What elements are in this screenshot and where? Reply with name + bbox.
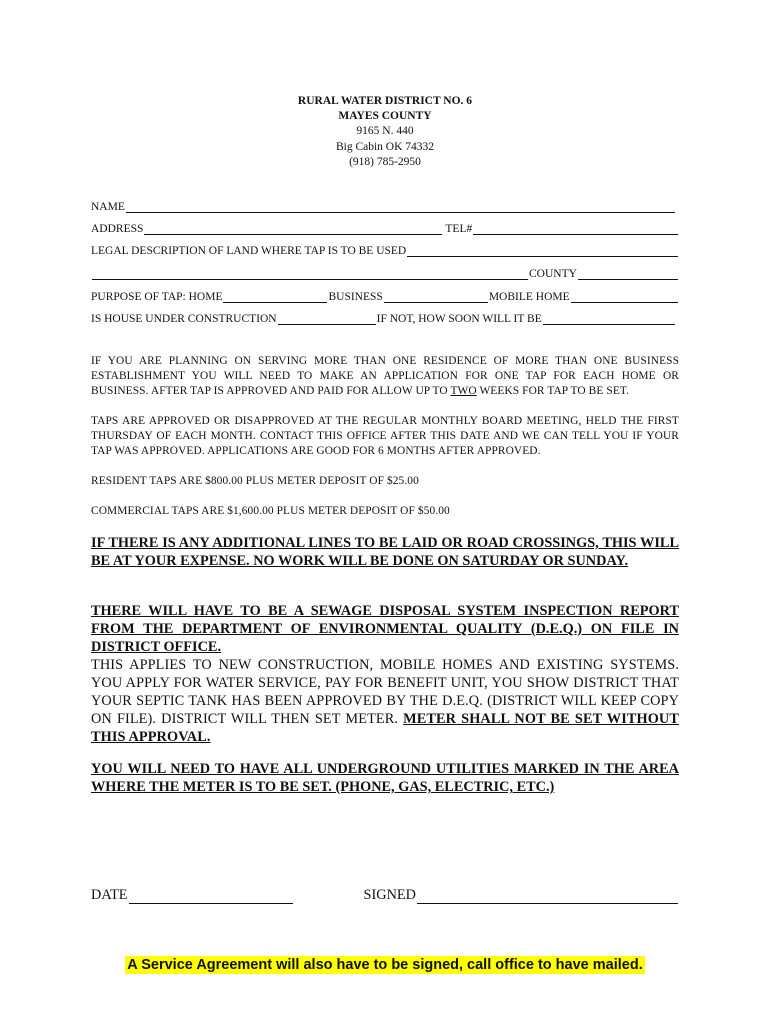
- construction-field[interactable]: [278, 313, 376, 325]
- date-label: DATE: [91, 887, 128, 903]
- septic-approval-text: THIS APPLIES TO NEW CONSTRUCTION, MOBILE HOMES AND EXISTING SYSTEMS. YOU APPLY FOR WATER SERVICE, PAY FOR BENEFIT UNIT, YOU SHOW DISTRICT THAT YOUR SEPTIC TANK HAS BEEN APPROVED BY THE D.E.Q. (DISTRICT WILL KEEP COPY ON FILE). DISTRICT WILL THEN SET METER.: [91, 657, 679, 727]
- district-name: RURAL WATER DISTRICT NO. 6: [297, 95, 473, 107]
- name-row: [91, 197, 679, 213]
- legal-description-field-2[interactable]: [92, 268, 528, 280]
- name-field[interactable]: [126, 201, 675, 213]
- construction-row: [91, 309, 679, 325]
- meter-approval-emphasis: METER SHALL NOT BE SET WITHOUT THIS APPROVAL.: [91, 711, 679, 745]
- tel-field[interactable]: [473, 223, 678, 235]
- city-state-zip: Big Cabin OK 74332: [335, 140, 435, 153]
- multiple-tap-paragraph: [91, 354, 679, 400]
- multiple-tap-text: IF YOU ARE PLANNING ON SERVING MORE THAN ONE RESIDENCE OF MORE THAN ONE BUSINESS ESTABLISHMENT YOU WILL NEED TO MAKE AN APPLICATION FOR ONE TAP FOR EACH HOME OR BUSINESS. AFTER TAP IS APPROVED AND PAID FOR ALLOW UP TO: [91, 355, 679, 398]
- two-weeks-emphasis: TWO: [450, 385, 477, 398]
- county-name: MAYES COUNTY: [338, 110, 432, 123]
- business-field[interactable]: [384, 291, 488, 303]
- county-row: [91, 264, 679, 280]
- signature-field[interactable]: [417, 889, 678, 904]
- construction-label: IS HOUSE UNDER CONSTRUCTION: [91, 313, 277, 325]
- additional-lines-notice: IF THERE IS ANY ADDITIONAL LINES TO BE LAID OR ROAD CROSSINGS, THIS WILL BE AT YOUR EXPENSE. NO WORK WILL BE DONE ON SATURDAY OR SUNDAY.: [91, 535, 679, 569]
- purpose-row: [91, 287, 679, 303]
- commercial-tap-fee: COMMERCIAL TAPS ARE $1,600.00 PLUS METER DEPOSIT OF $50.00: [91, 505, 450, 517]
- district-header: [0, 94, 770, 170]
- tel-label: TEL#: [445, 223, 473, 235]
- street-address: 9165 N. 440: [356, 125, 414, 138]
- multiple-tap-text-end: WEEKS FOR TAP TO BE SET.: [476, 385, 630, 398]
- utilities-marked-notice: YOU WILL NEED TO HAVE ALL UNDERGROUND UTILITIES MARKED IN THE AREA WHERE THE METER IS TO BE SET. (PHONE, GAS, ELECTRIC, ETC.): [91, 761, 679, 795]
- county-label: COUNTY: [529, 268, 577, 280]
- service-agreement-notice: [0, 956, 770, 974]
- signed-label: SIGNED: [363, 887, 416, 903]
- resident-tap-fee: RESIDENT TAPS ARE $800.00 PLUS METER DEPOSIT OF $25.00: [91, 475, 419, 487]
- legal-description-row: [91, 241, 679, 257]
- county-field[interactable]: [578, 268, 678, 280]
- service-agreement-text: A Service Agreement will also have to be signed, call office to have mailed.: [127, 957, 643, 973]
- approval-paragraph: TAPS ARE APPROVED OR DISAPPROVED AT THE REGULAR MONTHLY BOARD MEETING, HELD THE FIRST THURSDAY OF EACH MONTH. CONTACT THIS OFFICE AFTER THIS DATE AND WE CAN TELL YOU IF YOUR TAP WAS APPROVED. APPLICATIONS ARE GOOD FOR 6 MONTHS AFTER APPROVED.: [91, 415, 679, 458]
- name-label: NAME: [91, 201, 125, 213]
- mobile-home-field[interactable]: [571, 291, 678, 303]
- mobile-home-label: MOBILE HOME: [488, 291, 570, 303]
- address-field[interactable]: [144, 223, 442, 235]
- business-label: BUSINESS: [328, 291, 383, 303]
- sewage-inspection-notice: THERE WILL HAVE TO BE A SEWAGE DISPOSAL SYSTEM INSPECTION REPORT FROM THE DEPARTMENT OF ENVIRONMENTAL QUALITY (D.E.Q.) ON FILE IN DISTRICT OFFICE.: [91, 603, 679, 655]
- legal-description-field[interactable]: [407, 245, 678, 257]
- date-field[interactable]: [129, 889, 293, 904]
- phone-number: (918) 785-2950: [349, 155, 421, 168]
- address-label: ADDRESS: [91, 223, 144, 235]
- home-field[interactable]: [223, 291, 327, 303]
- purpose-home-label: PURPOSE OF TAP: HOME: [91, 291, 223, 303]
- if-not-label: IF NOT, HOW SOON WILL IT BE: [376, 313, 542, 325]
- legal-description-label: LEGAL DESCRIPTION OF LAND WHERE TAP IS TO BE USED: [91, 245, 407, 257]
- septic-approval-paragraph: [91, 656, 679, 746]
- address-row: [91, 219, 679, 235]
- signature-row: [91, 884, 679, 904]
- if-not-field[interactable]: [543, 313, 675, 325]
